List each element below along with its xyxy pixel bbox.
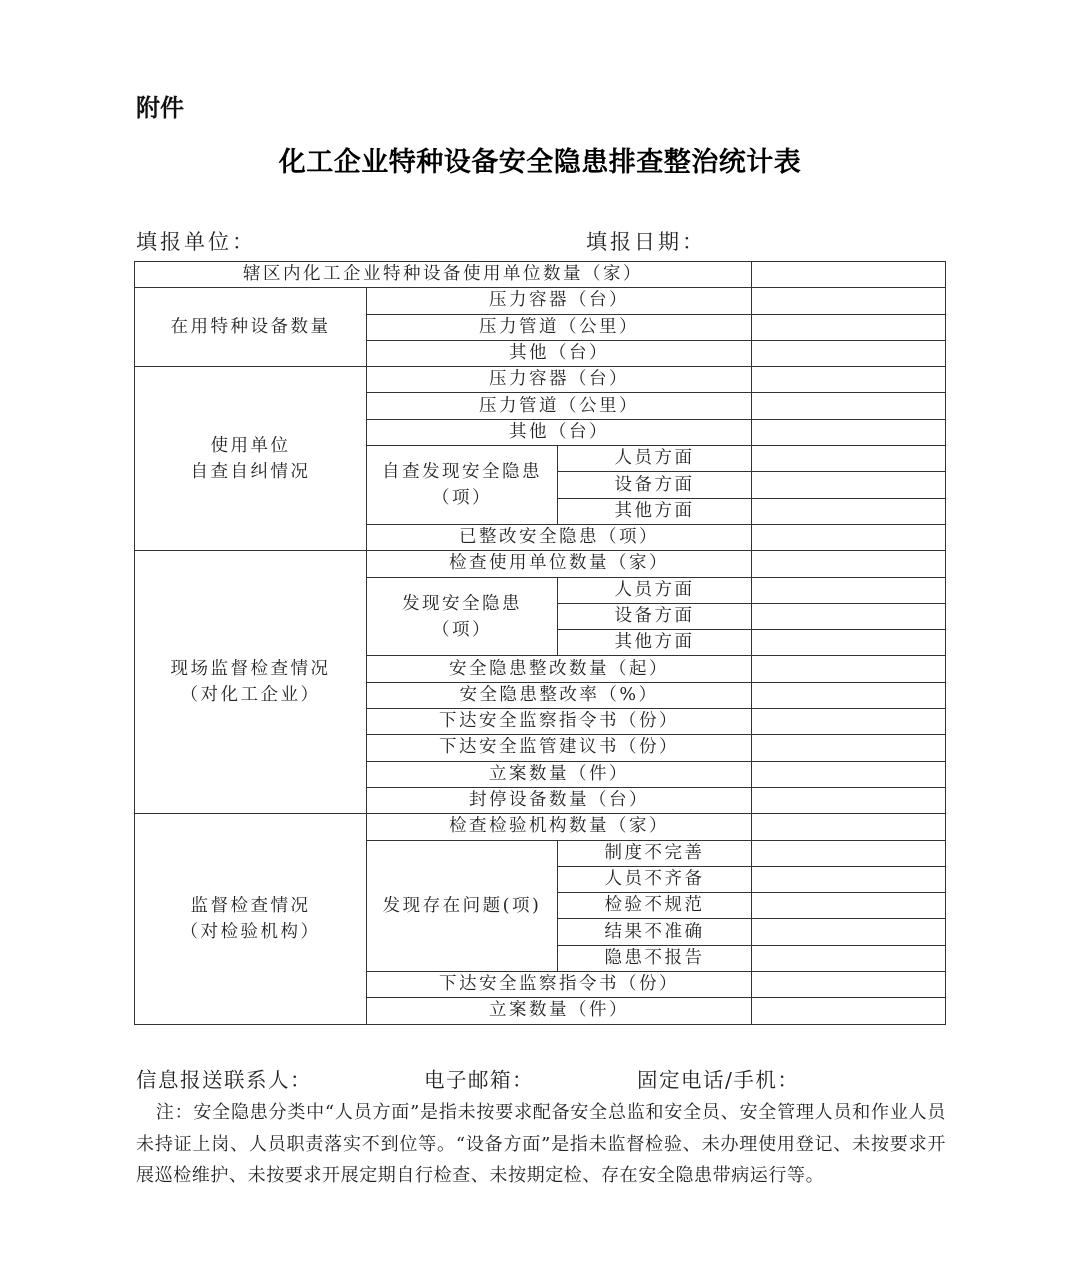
value-cell[interactable] (752, 787, 946, 813)
self-check-hazard-label (367, 446, 558, 525)
row-label: 检查使用单位数量（家） (367, 551, 752, 577)
row-label: 制度不完善 (558, 840, 752, 866)
value-cell[interactable] (752, 656, 946, 682)
group-label-line: 现场监督检查情况 (170, 659, 331, 680)
value-cell[interactable] (752, 524, 946, 550)
table-row (135, 367, 946, 393)
row-label: 立案数量（件） (367, 761, 752, 787)
value-cell[interactable] (752, 893, 946, 919)
sub-label-line: （项） (432, 619, 492, 640)
statistics-table (134, 261, 946, 1025)
row-label: 设备方面 (558, 603, 752, 629)
value-cell[interactable] (752, 735, 946, 761)
table-row (135, 814, 946, 840)
value-cell[interactable] (752, 709, 946, 735)
value-cell[interactable] (752, 551, 946, 577)
row-label: 结果不准确 (558, 919, 752, 945)
value-cell[interactable] (752, 945, 946, 971)
row-label: 检查检验机构数量（家） (367, 814, 752, 840)
row-label: 隐患不报告 (558, 945, 752, 971)
group-label-line: 监督检查情况 (190, 895, 311, 916)
row-label: 下达安全监察指令书（份） (367, 972, 752, 998)
row-label: 人员不齐备 (558, 866, 752, 892)
group-label-line: （对化工企业） (180, 685, 321, 706)
value-cell[interactable] (752, 288, 946, 314)
fill-date-label: 填报日期： (586, 230, 706, 254)
group-label-in-use: 在用特种设备数量 (135, 288, 367, 367)
sub-label-line: 发现安全隐患 (402, 593, 522, 614)
row-label: 其他方面 (558, 630, 752, 656)
group-label-line: 使用单位 (210, 435, 291, 456)
row-label: 压力容器（台） (367, 288, 752, 314)
row-label: 人员方面 (558, 446, 752, 472)
value-cell[interactable] (752, 498, 946, 524)
table-row (135, 551, 946, 577)
row-label: 其他（台） (367, 340, 752, 366)
value-cell[interactable] (752, 682, 946, 708)
row-label: 封停设备数量（台） (367, 787, 752, 813)
row-label: 设备方面 (558, 472, 752, 498)
value-cell[interactable] (752, 314, 946, 340)
value-cell[interactable] (752, 919, 946, 945)
row-label: 安全隐患整改率（%） (367, 682, 752, 708)
value-cell[interactable] (752, 367, 946, 393)
value-cell[interactable] (752, 262, 946, 288)
row-label: 人员方面 (558, 577, 752, 603)
value-cell[interactable] (752, 972, 946, 998)
row-label: 立案数量（件） (367, 998, 752, 1024)
contact-person-label: 信息报送联系人： (136, 1068, 312, 1092)
row-label: 下达安全监察指令书（份） (367, 709, 752, 735)
value-cell[interactable] (752, 840, 946, 866)
value-cell[interactable] (752, 998, 946, 1024)
value-cell[interactable] (752, 577, 946, 603)
value-cell[interactable] (752, 393, 946, 419)
group-label-self-check (135, 367, 367, 551)
row-label: 安全隐患整改数量（起） (367, 656, 752, 682)
row-label: 下达安全监管建议书（份） (367, 735, 752, 761)
attachment-label: 附件 (136, 94, 184, 122)
footnote: 注：安全隐患分类中“人员方面”是指未按要求配备安全总监和安全员、安全管理人员和作业人员未持证上岗、人员职责落实不到位等。“设备方面”是指未监督检验、未办理使用登记、未按要求开展巡检维护、未按要求开展定期自行检查、未按期定检、存在安全隐患带病运行等。 (136, 1102, 946, 1186)
row-label: 检验不规范 (558, 893, 752, 919)
row-label: 压力管道（公里） (367, 393, 752, 419)
value-cell[interactable] (752, 340, 946, 366)
row-label: 已整改安全隐患（项） (367, 524, 752, 550)
value-cell[interactable] (752, 761, 946, 787)
agency-issues-label: 发现存在问题(项) (367, 840, 558, 971)
onsite-hazard-label (367, 577, 558, 656)
sub-label-line: （项） (432, 488, 492, 509)
email-label: 电子邮箱： (424, 1068, 534, 1092)
value-cell[interactable] (752, 472, 946, 498)
page-title: 化工企业特种设备安全隐患排查整治统计表 (278, 147, 802, 178)
value-cell[interactable] (752, 814, 946, 840)
row-label: 压力管道（公里） (367, 314, 752, 340)
fill-unit-label: 填报单位： (136, 230, 256, 254)
row-label: 压力容器（台） (367, 367, 752, 393)
row-label: 其他方面 (558, 498, 752, 524)
phone-label: 固定电话/手机： (637, 1068, 800, 1092)
table-row (135, 288, 946, 314)
group-label-onsite (135, 551, 367, 814)
row-label: 辖区内化工企业特种设备使用单位数量（家） (135, 262, 752, 288)
value-cell[interactable] (752, 866, 946, 892)
group-label-line: 自查自纠情况 (190, 461, 311, 482)
value-cell[interactable] (752, 446, 946, 472)
table-row (135, 262, 946, 288)
row-label: 其他（台） (367, 419, 752, 445)
sub-label-line: 自查发现安全隐患 (382, 462, 542, 483)
group-label-line: （对检验机构） (180, 921, 321, 942)
value-cell[interactable] (752, 419, 946, 445)
group-label-agency (135, 814, 367, 1024)
value-cell[interactable] (752, 603, 946, 629)
value-cell[interactable] (752, 630, 946, 656)
